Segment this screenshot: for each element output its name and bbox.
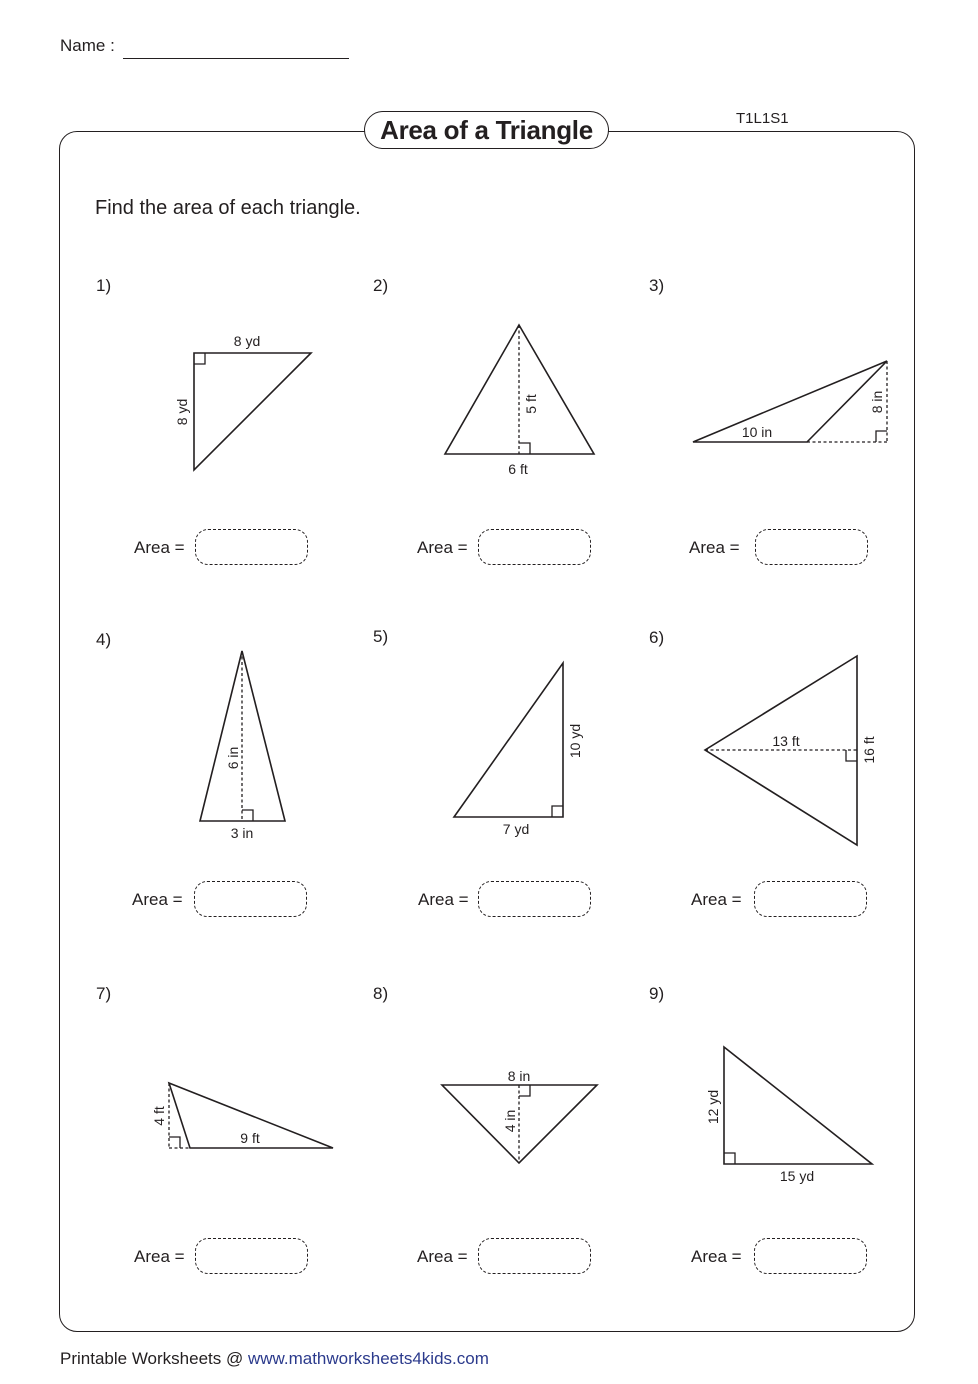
problem-5-label-a: 10 yd <box>567 723 583 759</box>
problem-number-1: 1) <box>96 276 112 295</box>
triangle-figure-8 <box>442 1068 597 1163</box>
answer-box-8[interactable] <box>478 1238 591 1274</box>
problem-2-label-b: 6 ft <box>508 461 528 477</box>
area-label-8: Area = <box>417 1247 468 1266</box>
problem-3-label-a: 10 in <box>741 424 773 440</box>
problem-number-6: 6) <box>649 628 665 647</box>
triangle-figure-1 <box>174 333 311 470</box>
right-angle-mark-6 <box>846 750 857 761</box>
problem-6-label-b: 16 ft <box>861 736 877 764</box>
triangle-figure-5 <box>454 663 583 837</box>
name-label: Name : <box>60 36 115 55</box>
area-label-9: Area = <box>691 1247 742 1266</box>
triangle-figure-2 <box>445 325 594 477</box>
problem-number-8: 8) <box>373 984 389 1003</box>
problem-4-label-a: 6 in <box>225 746 241 770</box>
problem-number-5: 5) <box>373 627 389 646</box>
problem-6-label-a: 13 ft <box>772 733 800 749</box>
triangle-figure-9 <box>705 1047 872 1184</box>
problem-number-9: 9) <box>649 984 665 1003</box>
problem-7-label-b: 9 ft <box>240 1130 260 1146</box>
area-label-1: Area = <box>134 538 185 557</box>
triangle-3 <box>693 361 887 442</box>
right-angle-mark-1 <box>194 353 205 364</box>
answer-box-7[interactable] <box>195 1238 308 1274</box>
answer-box-2[interactable] <box>478 529 591 565</box>
triangle-figure-4 <box>200 651 285 841</box>
problem-number-4: 4) <box>96 630 112 649</box>
area-label-4: Area = <box>132 890 183 909</box>
triangle-9 <box>724 1047 872 1164</box>
problem-1-label-a: 8 yd <box>233 333 261 349</box>
right-angle-mark-5 <box>552 806 563 817</box>
right-angle-mark-3 <box>876 431 887 442</box>
area-label-2: Area = <box>417 538 468 557</box>
triangle-1 <box>194 353 311 470</box>
answer-box-9[interactable] <box>754 1238 867 1274</box>
answer-box-4[interactable] <box>194 881 307 917</box>
instructions: Find the area of each triangle. <box>95 197 361 219</box>
right-angle-mark-9 <box>724 1153 735 1164</box>
answer-box-3[interactable] <box>755 529 868 565</box>
problem-9-label-b: 15 yd <box>779 1168 815 1184</box>
problem-number-3: 3) <box>649 276 665 295</box>
footer-prefix: Printable Worksheets @ <box>60 1349 248 1368</box>
area-label-5: Area = <box>418 890 469 909</box>
problem-number-2: 2) <box>373 276 389 295</box>
footer <box>60 1349 489 1369</box>
problem-7-label-a: 4 ft <box>151 1106 167 1126</box>
problem-5-label-b: 7 yd <box>502 821 530 837</box>
problem-number-7: 7) <box>96 984 112 1003</box>
problem-1-label-b: 8 yd <box>174 398 190 426</box>
triangle-figure-7 <box>151 1083 333 1148</box>
answer-box-6[interactable] <box>754 881 867 917</box>
problem-2-label-a: 5 ft <box>523 394 539 414</box>
problem-8-label-b: 4 in <box>502 1109 518 1133</box>
worksheet-code: T1L1S1 <box>736 110 789 127</box>
problem-8-label-a: 8 in <box>507 1068 531 1084</box>
problem-4-label-b: 3 in <box>230 825 254 841</box>
answer-box-1[interactable] <box>195 529 308 565</box>
area-label-6: Area = <box>691 890 742 909</box>
problem-3-label-b: 8 in <box>869 390 885 414</box>
area-label-3: Area = <box>689 538 740 557</box>
area-label-7: Area = <box>134 1247 185 1266</box>
triangle-5 <box>454 663 563 817</box>
right-angle-mark-8 <box>519 1085 530 1096</box>
right-angle-mark-7 <box>169 1137 180 1148</box>
right-angle-mark-4 <box>242 810 253 821</box>
right-angle-mark-2 <box>519 443 530 454</box>
answer-box-5[interactable] <box>478 881 591 917</box>
triangle-figure-3 <box>693 361 887 442</box>
footer-url-link[interactable]: www.mathworksheets4kids.com <box>247 1349 489 1368</box>
problem-9-label-a: 12 yd <box>705 1089 721 1125</box>
worksheet-title-text: Area of a Triangle <box>380 114 593 145</box>
triangle-figure-6 <box>705 656 877 845</box>
